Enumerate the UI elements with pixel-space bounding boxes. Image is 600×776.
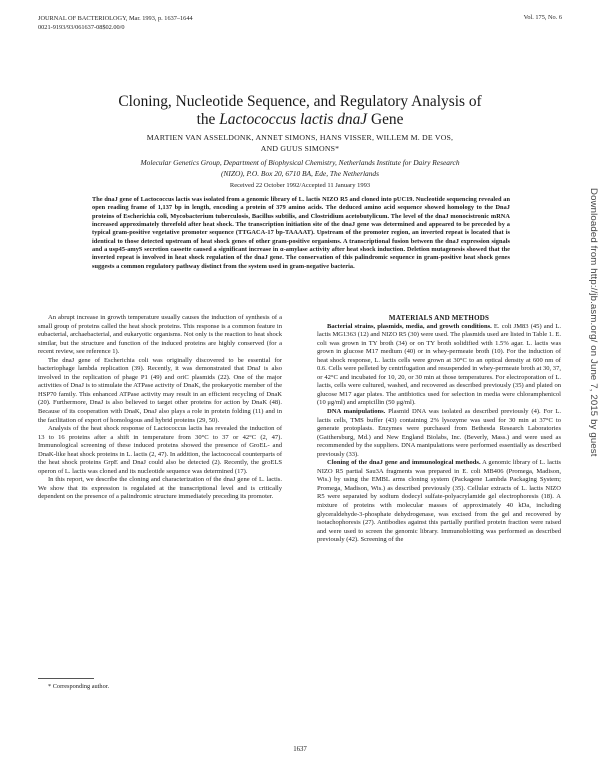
run-in-heading-strains: Bacterial strains, plasmids, media, and growth conditions. <box>327 322 492 330</box>
methods-text-2: Plasmid DNA was isolated as described previously (4). For L. lactis cells, TMS buffer (43) containing 2% lysozyme was used for 30 min at 37°C to generate protoplasts. Enzymes were purchased from Bethesda Research Laboratories (Gaithersburg, Md.) and New England Biolabs, Inc. (Beverly, Mass.) and were used as recommended by the suppliers. DNA manipulations were performed essentially as described previously (33). <box>317 408 561 458</box>
run-in-heading-dna: DNA manipulations. <box>327 408 386 416</box>
left-column <box>38 314 282 502</box>
intro-paragraph-1: An abrupt increase in growth temperature usually causes the induction of synthesis of a small group of proteins called the heat shock proteins. This response is a common feature in eubacterial, archaebacterial, and eukaryotic organisms. Not only is the reaction to heat shock similar, but the structure and function of the induced proteins are highly conserved (for a recent review, see reference 1). <box>38 314 282 356</box>
affiliation <box>40 157 560 179</box>
methods-paragraph-1 <box>317 323 561 408</box>
title-line2-post: Gene <box>367 111 404 128</box>
methods-paragraph-2 <box>317 408 561 459</box>
section-heading: MATERIALS AND METHODS <box>388 314 490 322</box>
right-column <box>317 314 561 545</box>
methods-text-3: A genomic library of L. lactis NIZO R5 partial Sau3A fragments was prepared in E. coli MB406 (Promega, Madison, Wis.) by using the EMBL arms cloning system (Packagene Lambda Packaging System; Promega, Madison, Wis.) as described previously (35). Cellular extracts of L. lactis NIZO R5 were separated by sodium dodecyl sulfate-polyacrylamide gel electrophoresis (18). A mixture of proteins with molecular masses of approximately 40 kDa, including glyceraldehyde-3-phosphate dehydrogenase, was excised from the gel and recovered by isotachophoresis (27). Antibodies against this partially purified protein fraction were raised and were used to screen the genomic library. Immunoblotting was performed as described previously (42). Screening of the <box>317 459 561 544</box>
volume-issue: Vol. 175, No. 6 <box>523 14 562 21</box>
footnote: * Corresponding author. <box>48 683 110 690</box>
footnote-rule <box>38 678 94 679</box>
article-title <box>40 93 560 129</box>
title-line2 <box>40 111 560 129</box>
authors-line1: MARTIEN VAN ASSELDONK, ANNET SIMONS, HANS VISSER, WILLEM M. DE VOS, <box>146 133 454 142</box>
journal-citation <box>38 14 193 32</box>
affiliation-line1: Molecular Genetics Group, Department of Biophysical Chemistry, Netherlands Institute for Dairy Research <box>140 158 460 167</box>
download-watermark: Downloaded from http://jb.asm.org/ on June 7, 2015 by guest <box>588 188 599 457</box>
received-dates: Received 22 October 1992/Accepted 11 January 1993 <box>229 182 371 189</box>
authors-line2: AND GUUS SIMONS* <box>260 144 340 153</box>
journal-citation-line2: 0021-9193/93/061637-08$02.00/0 <box>38 24 125 31</box>
run-in-heading-cloning: Cloning of the dnaJ gene and immunological methods. <box>327 459 481 467</box>
title-line2-italic: Lactococcus lactis dnaJ <box>219 111 368 128</box>
author-list <box>40 132 560 154</box>
methods-paragraph-3 <box>317 459 561 544</box>
intro-paragraph-3: Analysis of the heat shock response of Lactococcus lactis has revealed the induction of 13 to 16 proteins after a shift in temperature from 30°C to 37 or 42°C (2, 47). Immunological screening of these induced proteins showed the presence of GroEL- and DnaK-like heat shock proteins in L. lactis (2, 47). In addition, the lactococcal counterparts of the heat shock proteins GrpE and DnaJ could also be detected (2). Recently, the groELS operon of L. lactis was cloned and its nucleotide sequence was determined (17). <box>38 425 282 475</box>
intro-paragraph-2: The dnaJ gene of Escherichia coli was originally discovered to be essential for bacteriophage lambda replication (39). Recently, it was demonstrated that DnaJ is also involved in the replication of phage P1 (49) and oriC plasmids (22). One of the major activities of DnaJ is to stimulate the ATPase activity of DnaK, the prokaryotic member of the HSP70 family. This enhanced ATPase activity may result in an efficient recycling of DnaK (20). Furthermore, DnaJ is also believed to target other proteins for action by DnaK (48). Because of its cooperation with DnaK, DnaJ also plays a role in protein folding (11) and in the facilitation of export of homologous and hybrid proteins (29, 50). <box>38 356 282 424</box>
methods-text-1: E. coli JM83 (45) and L. lactis MG1363 (12) and NIZO R5 (30) were used. The plasmids used are listed in Table 1. E. coli was grown in TY broth (34) or on TY broth solidified with 1.5% agar. L. lactis was grown in glucose M17 medium (40) or in whey-permeate broth (10). For the induction of heat shock response, L. lactis cells were grown at 30°C to an optical density at 600 nm of 0.6. Cells were pelleted by centrifugation and resuspended in whey-permeate broth at 30, 37, or 42°C and incubated for 10, 20, or 30 min at those temperatures. For electroporation of L. lactis, cells were cultured, washed, and recovered as described previously (35) and plated on glucose M17 agar plates. The antibiotics used for selection in media were chloramphenicol (10 μg/ml) and ampicillin (50 μg/ml). <box>317 322 561 407</box>
title-line2-pre: the <box>196 111 220 128</box>
affiliation-line2: (NIZO), P.O. Box 20, 6710 BA, Ede, The Netherlands <box>221 169 379 178</box>
page-number: 1637 <box>293 746 307 753</box>
intro-paragraph-4: In this report, we describe the cloning and characterization of the dnaJ gene of L. lactis. We show that its expression is regulated at the transcriptional level and is critically dependent on the presence of a palindromic structure immediately preceding its promoter. <box>38 476 282 501</box>
title-line1: Cloning, Nucleotide Sequence, and Regulatory Analysis of <box>118 93 482 110</box>
abstract: The dnaJ gene of Lactococcus lactis was isolated from a genomic library of L. lactis NIZO R5 and cloned into pUC19. Nucleotide sequencing revealed an open reading frame of 1,137 bp in length, encoding a protein of 379 amino acids. The deduced amino acid sequence showed homology to the DnaJ proteins of Escherichia coli, Mycobacterium tuberculosis, Bacillus subtilis, and Clostridium acetobutylicum. The level of the dnaJ monocistronic mRNA increased approximately threefold after heat shock. The transcription initiation site of the dnaJ gene was determined and appeared to be preceded by a typical gram-positive vegetative promoter sequence (TTGACA-17 bp-TAAAAT). Upstream of the promoter region, an inverted repeat is located that is identical to those detected upstream of heat shock genes of other gram-positive organisms. A transcriptional fusion between the dnaJ expression signals and a usp45-amyS secretion cassette caused a significant increase in α-amylase activity after heat shock induction. Deletion mutagenesis showed that the inverted repeat is involved in heat shock regulation of the dnaJ gene. The conservation of this palindromic sequence in gram-positive heat shock genes suggests a common regulatory pathway distinct from the system used in gram-negative bacteria. <box>92 196 510 270</box>
journal-citation-line1: JOURNAL OF BACTERIOLOGY, Mar. 1993, p. 1637–1644 <box>38 15 193 22</box>
